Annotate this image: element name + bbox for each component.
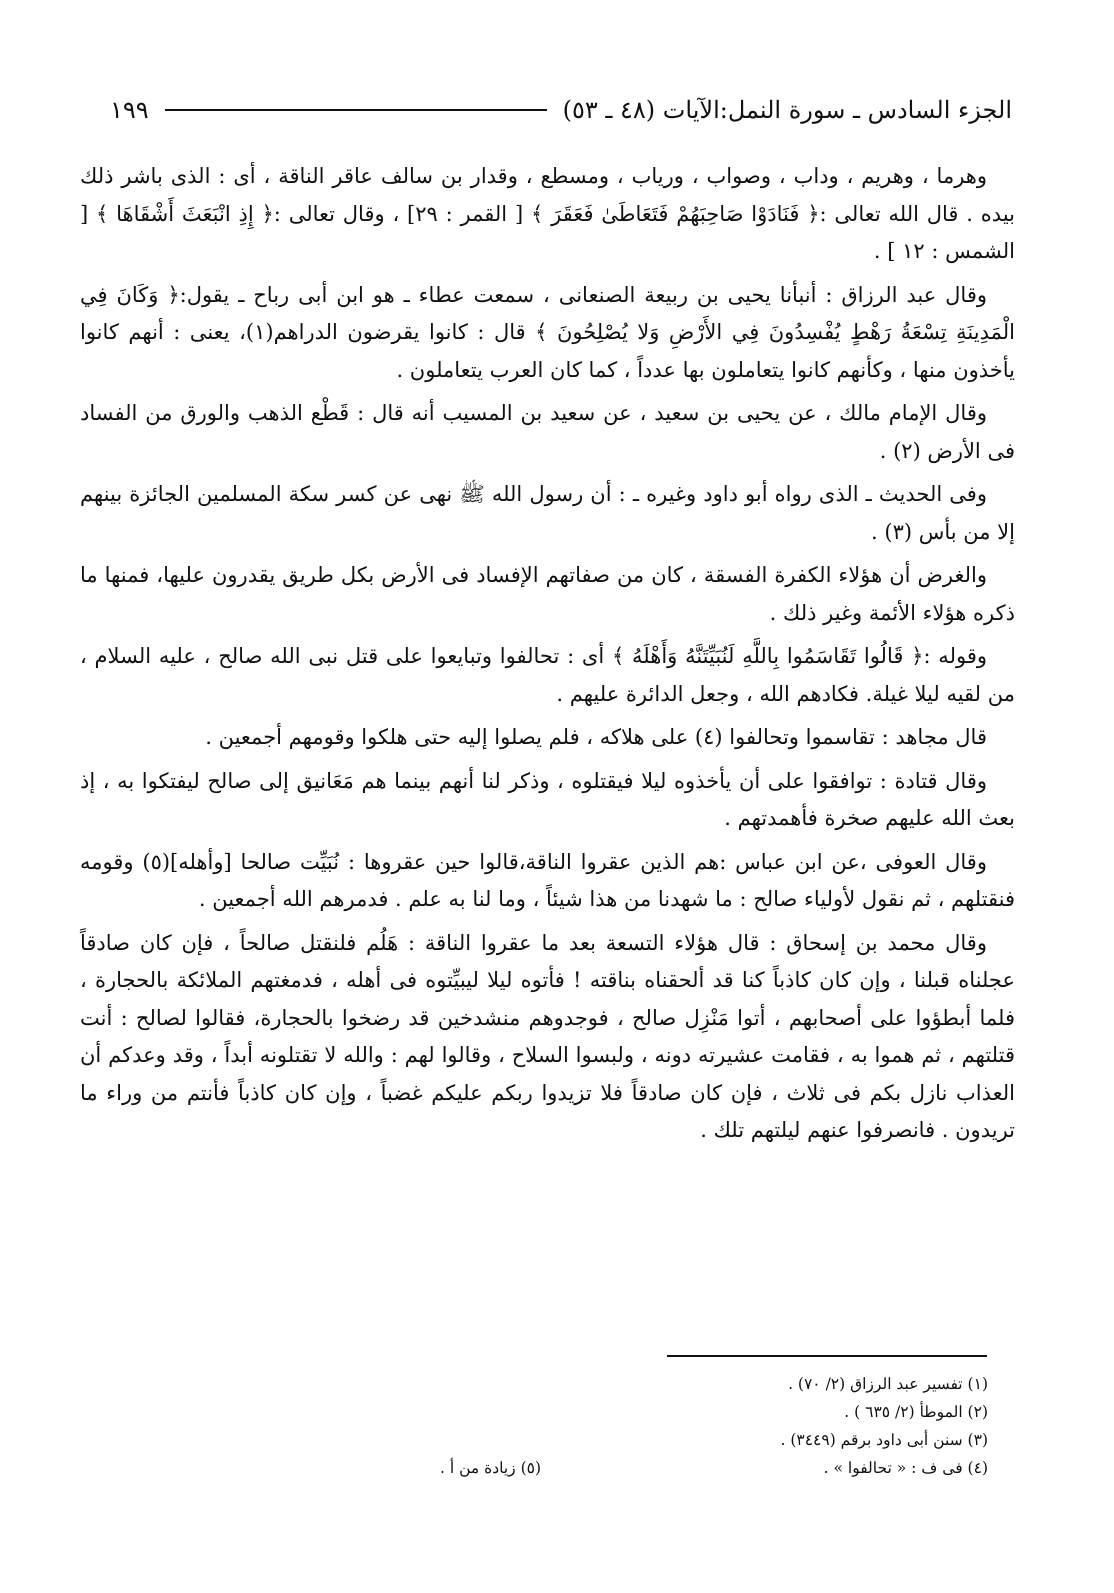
footnote-1: (١) تفسير عبد الرزاق (٢/ ٧٠) . <box>788 1375 988 1393</box>
paragraph-1: وهرما ، وهريم ، وداب ، وصواب ، ورياب ، ومسطع ، وقدار بن سالف عاقر الناقة ، أى : الذى باشر ذلك بيده . قال الله تعالى :﴿ فَنَادَوْا صَاحِبَهُمْ فَتَعَاطَىٰ فَعَقَرَ ﴾ [ القمر : ٢٩] ، وقال تعالى :﴿ إِذِ انْبَعَثَ أَشْقَاهَا ﴾ [ الشمس : ١٢ ] . <box>80 164 1016 263</box>
footnotes <box>440 1370 988 1482</box>
paragraph-4: وفى الحديث ـ الذى رواه أبو داود وغيره ـ : أن رسول الله ﷺ نهى عن كسر سكة المسلمين الجائزة بينهم إلا من بأس (٣) . <box>80 482 1015 544</box>
footnote-row <box>440 1454 988 1482</box>
footnote-3: (٣) سنن أبى داود برقم (٣٤٤٩) . <box>780 1431 988 1449</box>
main-text <box>80 158 1015 1156</box>
running-header <box>110 86 1012 134</box>
paragraph-8: وقال قتادة : توافقوا على أن يأخذوه ليلا فيقتلوه ، وذكر لنا أنهم بينما هم مَعَانيق إلى صالح ليفتكوا به ، إذ بعث الله عليهم صخرة فأهمدتهم . <box>80 768 1015 830</box>
footnote-4: (٤) فى ف : « تحالفوا » . <box>823 1459 988 1477</box>
paragraph-5: والغرض أن هؤلاء الكفرة الفسقة ، كان من صفاتهم الإفساد فى الأرض بكل طريق يقدرون عليها، فمنها ما ذكره هؤلاء الأئمة وغير ذلك . <box>80 563 1015 625</box>
paragraph-9: وقال العوفى ،عن ابن عباس :هم الذين عقروا الناقة،قالوا حين عقروها : نُبَيِّت صالحا [وأهله](٥) وقومه فنقتلهم ، ثم نقول لأولياء صالح : ما شهدنا من هذا شيئاً ، وما لنا به علم . فدمرهم الله أجمعين . <box>80 849 1015 911</box>
header-title: الجزء السادس ـ سورة النمل:الآيات (٤٨ ـ ٥٣) <box>562 96 1012 124</box>
paragraph-2: وقال عبد الرزاق : أنبأنا يحيى بن ربيعة الصنعانى ، سمعت عطاء ـ هو ابن أبى رباح ـ يقول:﴿ وَكَانَ فِي الْمَدِينَةِ تِسْعَةُ رَهْطٍ يُفْسِدُونَ فِي الأَرْضِ وَلا يُصْلِحُونَ ﴾ قال : كانوا يقرضون الدراهم(١)، يعنى : أنهم كانوا يأخذون منها ، وكأنهم كانوا يتعاملون بها عدداً ، كما كان العرب يتعاملون . <box>80 282 1015 382</box>
paragraph-10: وقال محمد بن إسحاق : قال هؤلاء التسعة بعد ما عقروا الناقة : هَلُم فلنقتل صالحاً ، فإن كان صادقاً عجلناه قبلنا ، وإن كان كاذباً كنا قد ألحقناه بناقته ! فأتوه ليلا ليبيِّتوه فى أهله ، فدمغتهم الملائكة بالحجارة ، فلما أبطؤوا على أصحابهم ، أتوا مَنْزِل صالح ، فوجدوهم منشدخين قد رضخوا بالحجارة، فقالوا لصالح : أنت قتلتهم ، ثم هموا به ، فقامت عشيرته دونه ، ولبسوا السلاح ، وقالوا لهم : والله لا تقتلونه أبداً ، وقد وعدكم أن العذاب نازل بكم فى ثلاث ، فإن كان صادقاً فلا تزيدوا ربكم عليكم غضباً ، وإن كان كاذباً فأنتم من وراء ما تريدون . فانصرفوا عنهم ليلتهم تلك . <box>80 930 1015 1142</box>
footnote-2: (٢) الموطأ (٢/ ٦٣٥ ) . <box>844 1403 988 1421</box>
footnote-divider <box>667 1355 987 1357</box>
paragraph-6: وقوله :﴿ قَالُوا تَقَاسَمُوا بِاللَّهِ لَنُبَيِّتَنَّهُ وَأَهْلَهُ ﴾ أى : تحالفوا وتبايعوا على قتل نبى الله صالح ، عليه السلام ، من لقيه ليلا غيلة. فكادهم الله ، وجعل الدائرة عليهم . <box>80 644 1015 706</box>
page-number: ١٩٩ <box>110 96 149 124</box>
footnote-5: (٥) زيادة من أ . <box>440 1459 542 1477</box>
paragraph-7: قال مجاهد : تقاسموا وتحالفوا (٤) على هلاكه ، فلم يصلوا إليه حتى هلكوا وقومهم أجمعين . <box>205 725 987 749</box>
header-rule <box>165 109 547 111</box>
paragraph-3: وقال الإمام مالك ، عن يحيى بن سعيد ، عن سعيد بن المسيب أنه قال : قَطْع الذهب والورق من الفساد فى الأرض (٢) . <box>80 401 1015 463</box>
